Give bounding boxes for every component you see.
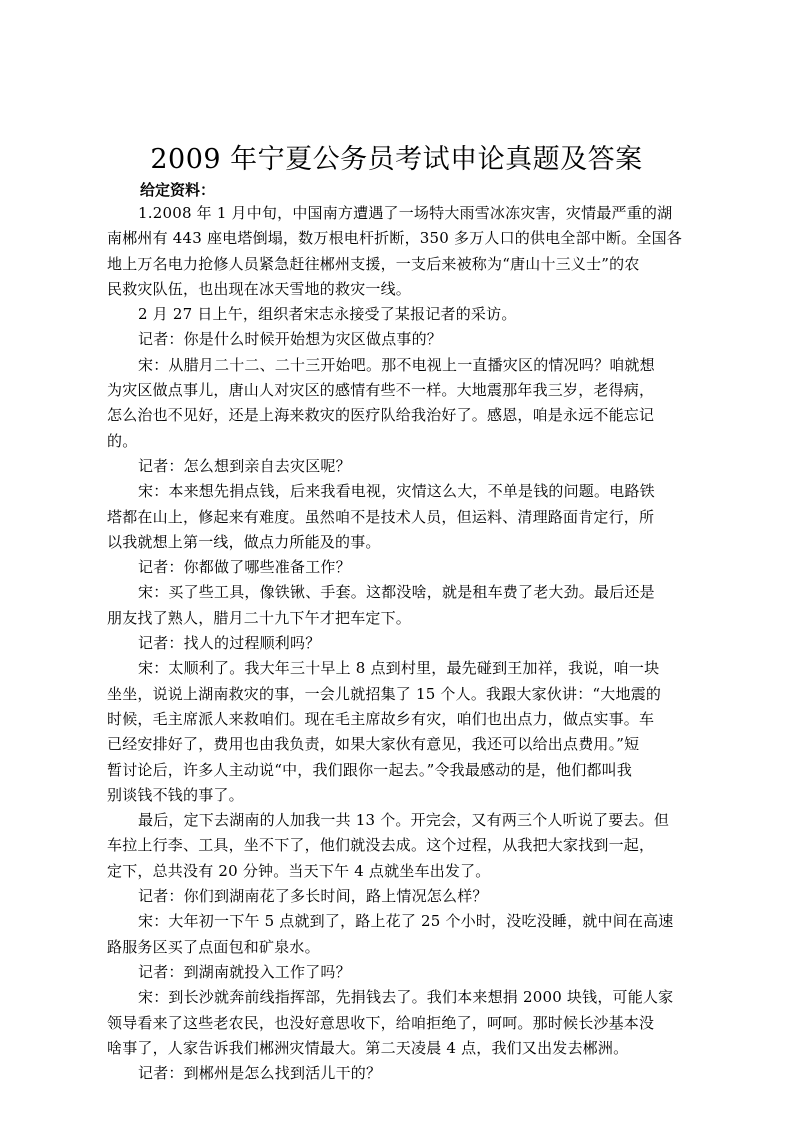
document-title: 2009 年宁夏公务员考试申论真题及答案 — [150, 144, 643, 175]
paragraph-answer: 宋：从腊月二十二、二十三开始吧。那不电视上一直播灾区的情况吗？咱就想 为灾区做点事儿，唐山人对灾区的感情有些不一样。大地震那年我三岁，老得病， 怎么治也不见好，还是上海来救灾的医疗队给我治好了。感恩，咱是永远不能忘记 的。 — [107, 355, 655, 450]
paragraph-interview-note: 2 月 27 日上午，组织者宋志永接受了某报记者的采访。 — [138, 305, 517, 324]
paragraph-answer: 宋：到长沙就奔前线指挥部，先捐钱去了。我们本来想捐 2000 块钱，可能人家 领导看来了这些老农民，也没好意思收下，给咱拒绝了，呵呵。那时候长沙基本没 啥事了，人家告诉我们郴洲灾情最大。第二天凌晨 4 点，我们又出发去郴洲。 — [107, 988, 674, 1057]
paragraph-question: 记者：到湖南就投入工作了吗？ — [138, 962, 351, 981]
section-label: 给定资料： — [140, 181, 216, 199]
paragraph-question: 记者：到郴州是怎么找到活儿干的？ — [138, 1064, 382, 1083]
document-body — [107, 201, 695, 1086]
paragraph-question: 记者：你都做了哪些准备工作？ — [138, 558, 351, 577]
paragraph-question: 记者：你们到湖南花了多长时间，路上情况怎么样？ — [138, 887, 488, 906]
paragraph-intro: 1.2008 年 1 月中旬，中国南方遭遇了一场特大雨雪冰冻灾害，灾情最严重的湖 南郴州有 443 座电塔倒塌，数万根电杆折断，350 多万人口的供电全部中断。全国各 地上万名电力抢修人员紧急赶往郴州支援，一支后来被称为“唐山十三义士”的农 民救灾队伍，也出现在冰天雪地的救灾一线。 — [107, 204, 682, 298]
paragraph-narrative: 最后，定下去湖南的人加我一共 13 个。开完会，又有两三个人听说了要去。但 车拉上行李、工具，坐不下了，他们就没去成。这个过程，从我把大家找到一起， 定下，总共没有 20 分钟。当天下午 4 点就坐车出发了。 — [107, 811, 670, 880]
paragraph-answer: 宋：本来想先捐点钱，后来我看电视，灾情这么大，不单是钱的问题。电路铁 塔都在山上，修起来有难度。虽然咱不是技术人员，但运料、清理路面肯定行，所 以我就想上第一线，做点力所能及的事。 — [107, 482, 655, 551]
paragraph-question: 记者：怎么想到亲自去灾区呢？ — [138, 456, 351, 475]
paragraph-question: 记者：你是什么时候开始想为灾区做点事的？ — [138, 330, 443, 349]
paragraph-answer: 宋：大年初一下午 5 点就到了，路上花了 25 个小时，没吃没睡，就中间在高速 路服务区买了点面包和矿泉水。 — [107, 912, 674, 956]
paragraph-answer: 宋：买了些工具，像铁锹、手套。这都没啥，就是租车费了老大劲。最后还是 朋友找了熟人，腊月二十九下午才把车定下。 — [107, 583, 655, 627]
paragraph-answer: 宋：太顺利了。我大年三十早上 8 点到村里，最先碰到王加祥，我说，咱一块 坐坐，说说上湖南救灾的事，一会儿就招集了 15 个人。我跟大家伙讲：“大地震的 时候，毛主席派人来救咱们。现在毛主席故乡有灾，咱们也出点力，做点实事。车 已经安排好了，费用也由我负责，如果大家伙有意见，我还可以给出点费用。”短 暂讨论后，许多人主动说“中，我们跟你一起去。”令我最感动的是，他们都叫我 别谈钱不钱的事了。 — [107, 659, 662, 804]
paragraph-question: 记者：找人的过程顺利吗？ — [138, 634, 321, 653]
